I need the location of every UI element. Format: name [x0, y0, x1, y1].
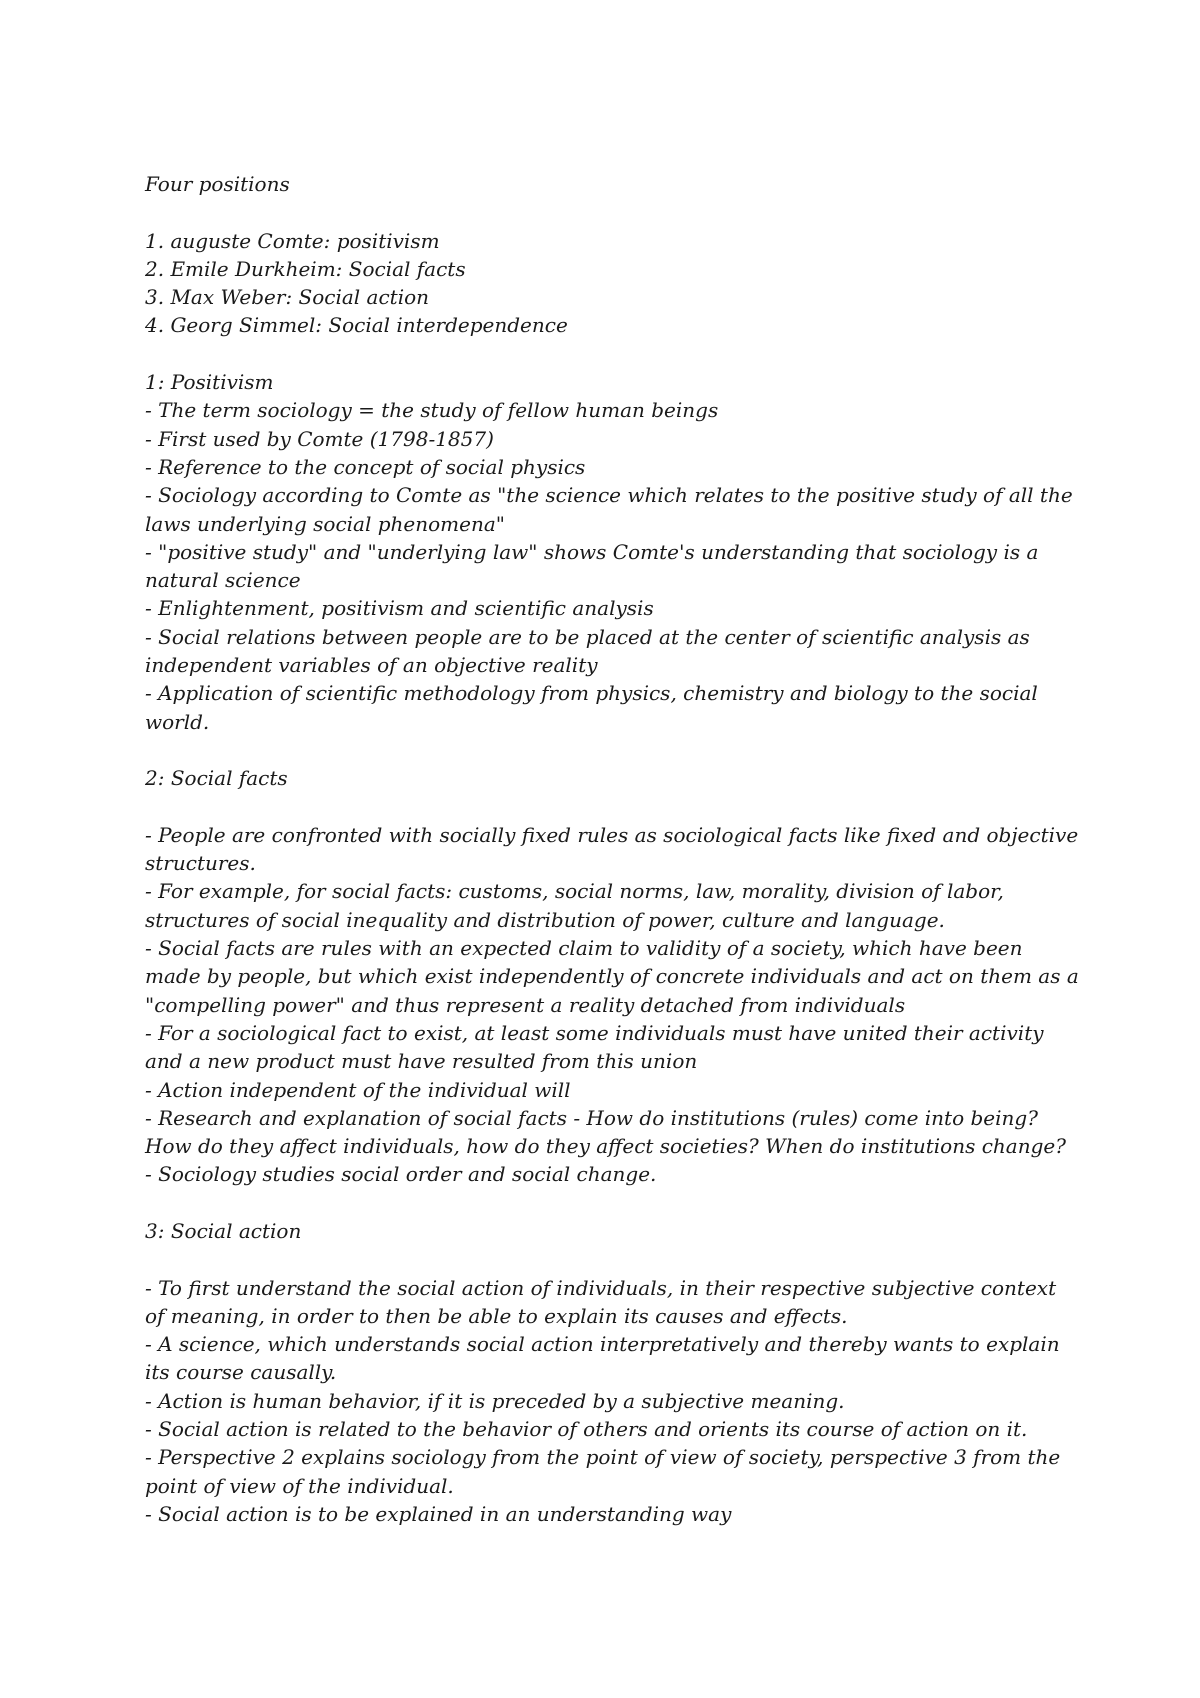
bullet-item: - Enlightenment, positivism and scientific analysis [145, 596, 654, 621]
position-item: 4. Georg Simmel: Social interdependence [145, 313, 568, 338]
bullet-item: - People are confronted with socially fixed rules as sociological facts like fixed and objective structures. [145, 822, 1079, 876]
section-heading: 3: Social action [145, 1218, 302, 1243]
section-heading: 1: Positivism [145, 370, 274, 395]
bullet-item: - Sociology studies social order and social change. [145, 1162, 657, 1187]
bullet-item: - Sociology according to Comte as "the science which relates to the positive study of all the laws underlying social phenomena" [145, 483, 1073, 536]
bullet-item: - Social action is to be explained in an understanding way [145, 1501, 732, 1526]
bullet-item: - A science, which understands social action interpretatively and thereby wants to explain its course causally. [145, 1332, 1060, 1385]
document-title: Four positions [145, 172, 290, 196]
section-social-facts [145, 764, 1080, 1188]
bullet-item: - Research and explanation of social facts - How do institutions (rules) come into being? How do they affect individuals, how do they affect societies? When do institutions change? [145, 1105, 1066, 1159]
section-social-action [145, 1217, 1080, 1528]
bullet-item: - Action independent of the individual will [145, 1077, 571, 1102]
bullet-item: - Perspective 2 explains sociology from the point of view of society, perspective 3 from the point of view of the individual. [145, 1445, 1061, 1498]
spacer [145, 736, 1080, 764]
spacer [145, 793, 1080, 821]
section-positivism [145, 368, 1080, 736]
spacer [145, 1245, 1080, 1273]
document-page [145, 170, 1080, 1528]
bullet-item: - The term sociology = the study of fellow human beings [145, 398, 719, 423]
position-item: 3. Max Weber: Social action [145, 285, 430, 310]
section-heading: 2: Social facts [145, 766, 288, 791]
bullet-item: - For a sociological fact to exist, at least some individuals must have united their activity and a new product must have resulted from this union [145, 1020, 1044, 1074]
positions-list [145, 227, 1080, 340]
spacer [145, 340, 1080, 368]
bullet-item: - "positive study" and "underlying law" shows Comte's understanding that sociology is a natural science [145, 539, 1039, 593]
bullet-item: - Social facts are rules with an expected claim to validity of a society, which have been made by people, but which exist independently of concrete individuals and act on them as a "compelling power" and thus represent a reality detached from individuals [145, 936, 1079, 1017]
bullet-item: - Action is human behavior, if it is preceded by a subjective meaning. [145, 1388, 845, 1413]
bullet-item: - Social action is related to the behavior of others and orients its course of action on it. [145, 1417, 1028, 1442]
bullet-item: - Reference to the concept of social physics [145, 454, 586, 479]
bullet-item: - For example, for social facts: customs, social norms, law, morality, division of labor, structures of social inequality and distribution of power, culture and language. [145, 879, 1004, 932]
bullet-item: - To first understand the social action of individuals, in their respective subjective context of meaning, in order to then be able to explain its causes and effects. [145, 1275, 1057, 1328]
position-item: 1. auguste Comte: positivism [145, 228, 440, 253]
spacer [145, 198, 1080, 226]
spacer [145, 1189, 1080, 1217]
position-item: 2. Emile Durkheim: Social facts [145, 256, 466, 281]
bullet-item: - Application of scientific methodology from physics, chemistry and biology to the social world. [145, 681, 1038, 734]
bullet-item: - First used by Comte (1798-1857) [145, 426, 494, 451]
bullet-item: - Social relations between people are to be placed at the center of scientific analysis as independent variables of an objective reality [145, 624, 1030, 678]
